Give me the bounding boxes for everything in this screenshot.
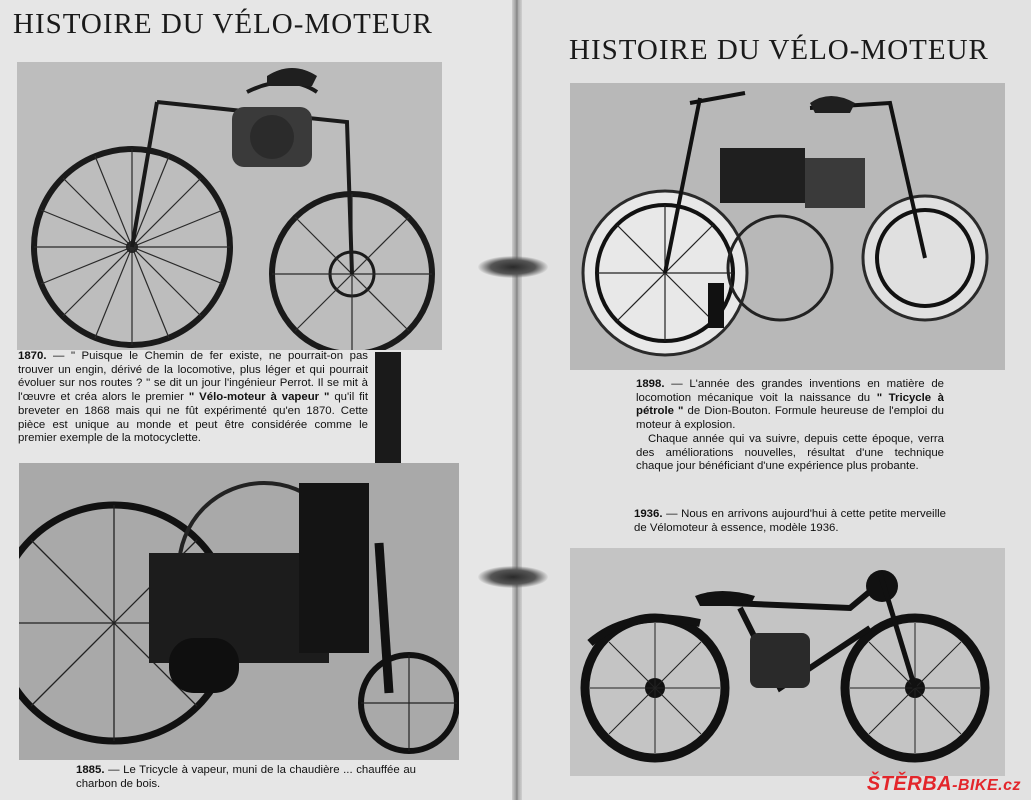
caption-1936-year: 1936. — [634, 508, 663, 520]
caption-1936-text: — Nous en arrivons aujourd'hui à cette petite merveille de Vélomoteur à essence, modèle 1936. — [634, 508, 946, 534]
caption-1870 — [18, 350, 368, 446]
binding-mark — [478, 256, 548, 278]
watermark-domain: -BIKE.cz — [952, 777, 1021, 794]
caption-1885-year: 1885. — [76, 764, 105, 776]
caption-1898-year: 1898. — [636, 378, 665, 390]
left-page-title: HISTOIRE DU VÉLO-MOTEUR — [13, 8, 433, 40]
watermark-name: ŠTĚRBA — [866, 773, 953, 795]
caption-1885 — [76, 764, 416, 791]
right-page-title: HISTOIRE DU VÉLO-MOTEUR — [569, 34, 989, 66]
caption-1898-text-end: de Dion-Bouton. Formule heureuse de l'emploi du moteur à explosion. — [636, 405, 944, 432]
photo-velomoteur-1936 — [570, 548, 1005, 776]
photo-steam-tricycle-1885 — [19, 463, 459, 760]
caption-1898-emphasis: " Tricycle à pétrole " — [636, 391, 944, 418]
photo-petrol-tricycle-1898 — [570, 83, 1005, 370]
page-gutter — [512, 0, 522, 800]
binding-mark — [478, 566, 548, 588]
caption-1936 — [634, 508, 946, 535]
caption-1898 — [636, 378, 944, 474]
caption-1870-emphasis: " Vélo-moteur à vapeur " — [188, 391, 330, 404]
caption-1870-text: — " Puisque le Chemin de fer existe, ne pourrait-on pas trouver un engin, dérivé de la locomotive, plus léger et qui pourrait évoluer sur nos routes ? " se dit un jour l'ingénieur Perrot. Il se mit à l'œuvre et créa alors le premier — [18, 350, 368, 404]
photo-steam-velocipede-1870 — [17, 62, 442, 350]
caption-1870-year: 1870. — [18, 350, 47, 362]
caption-1870-text-end: qu'il fit breveter en 1868 mais qui ne fût expérimenté qu'en 1870. Cette pièce est unique au monde et peut être considérée comme le premier exemple de la motocyclette. — [18, 391, 368, 445]
caption-1898-paragraph-2: Chaque année qui va suivre, depuis cette époque, verra des améliorations nouvelles, résultat d'une technique chaque jour bénéficiant d'une expérience plus probante. — [636, 432, 944, 473]
caption-1885-text: — Le Tricycle à vapeur, muni de la chaudière ... chauffée au charbon de bois. — [76, 764, 416, 790]
site-watermark — [867, 773, 1021, 796]
caption-1898-text: — L'année des grandes inventions en matière de locomotion mécanique voit la naissance du — [636, 378, 944, 404]
